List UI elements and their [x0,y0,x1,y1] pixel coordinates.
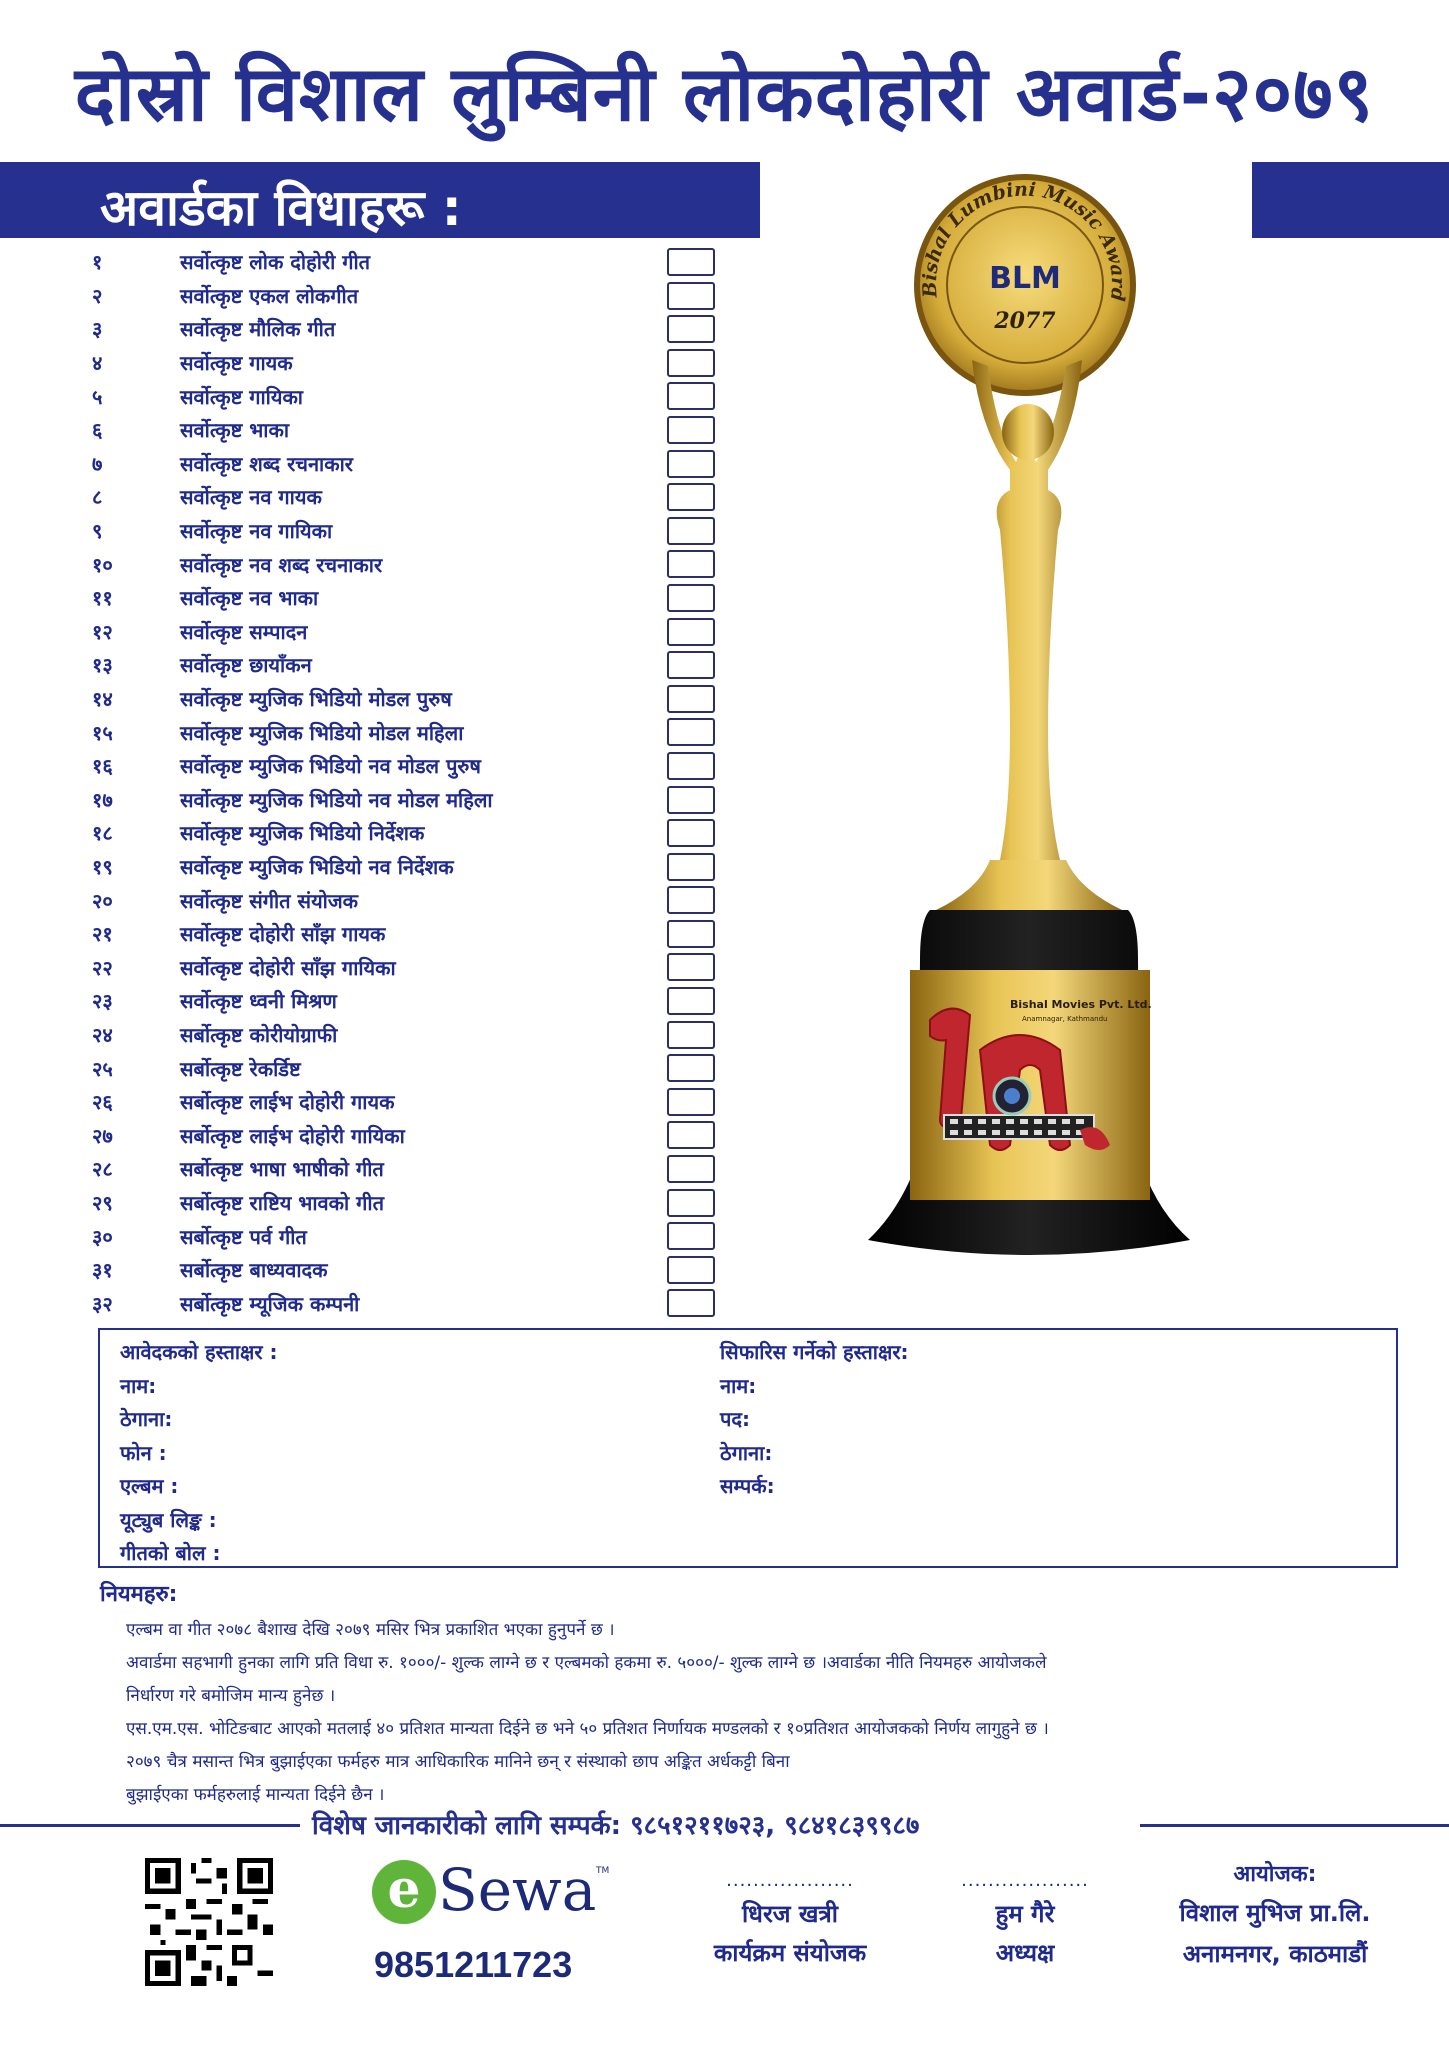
rule-line: अवार्डमा सहभागी हुनका लागि प्रति विधा रु. १०००/- शुल्क लाग्ने छ र एल्बमको हकमा रु. ५०००/- शुल्क लाग्ने छ ।अवार्डका नीति नियमहरु आयोजकले [126,1653,1047,1673]
signatory-chairman [940,1870,1110,1969]
category-row [80,245,720,279]
category-name: सर्वोत्कृष्ट मौलिक गीत [180,317,336,342]
contact-text: विशेष जानकारीको लागि सम्पर्क: ९८५१२११७२३, ९८४१८३९९८७ [312,1811,920,1841]
category-row [80,615,720,649]
category-number: २८ [92,1157,113,1182]
esewa-e-icon: e [372,1860,436,1924]
category-name: सर्वोत्कृष्ट संगीत संयोजक [180,888,359,913]
category-name: सर्बोत्कृष्ट पर्व गीत [180,1224,307,1249]
esewa-word: Sewa [438,1856,597,1924]
rules-lines [100,1614,1400,1812]
category-checkbox[interactable] [667,786,715,814]
organizer-address: अनामनगर, काठमाडौं [1182,1940,1368,1968]
applicant-fields [120,1336,278,1571]
category-name: सर्बोत्कृष्ट बाध्यवादक [180,1258,328,1283]
category-number: २७ [92,1123,113,1148]
organizer-name: विशाल मुभिज प्रा.लि. [1179,1899,1371,1927]
category-number: १५ [92,720,113,745]
category-name: सर्वोत्कृष्ट दोहोरी साँझ गायिका [180,955,396,980]
category-row [80,1018,720,1052]
category-row [80,783,720,817]
category-checkbox[interactable] [667,920,715,948]
category-name: सर्वोत्कृष्ट नव गायिका [180,519,333,544]
medal-logo: BLM [989,261,1061,296]
category-name: सर्बोत्कृष्ट कोरीयोग्राफी [180,1022,338,1047]
category-row [80,648,720,682]
category-number: २४ [92,1022,113,1047]
category-number: २९ [92,1190,113,1215]
category-checkbox[interactable] [667,1021,715,1049]
category-name: सर्वोत्कृष्ट ध्वनी मिश्रण [180,989,337,1014]
category-checkbox[interactable] [667,248,715,276]
category-number: १० [92,552,113,577]
category-name: सर्वोत्कृष्ट म्युजिक भिडियो नव निर्देशक [180,854,454,879]
category-checkbox[interactable] [667,1256,715,1284]
category-row [80,547,720,581]
category-name: सर्वोत्कृष्ट म्युजिक भिडियो नव मोडल पुरुष [180,754,481,779]
rule-line: बुझाईएका फर्महरुलाई मान्यता दिईने छैन । [126,1785,385,1805]
category-number: ११ [92,586,113,611]
category-row [80,312,720,346]
category-checkbox[interactable] [667,752,715,780]
category-checkbox[interactable] [667,1222,715,1250]
category-name: सर्वोत्कृष्ट म्युजिक भिडियो मोडल महिला [180,720,464,745]
category-checkbox[interactable] [667,1088,715,1116]
category-name: सर्वोत्कृष्ट गायक [180,351,293,376]
category-name: सर्वोत्कृष्ट शब्द रचनाकार [180,451,353,476]
category-name: सर्वोत्कृष्ट दोहोरी साँझ गायक [180,922,386,947]
divider [1140,1824,1449,1827]
rules-title: नियमहरु: [100,1582,178,1607]
category-name: सर्वोत्कृष्ट सम्पादन [180,619,308,644]
category-name: सर्बोत्कृष्ट म्यूजिक कम्पनी [180,1291,360,1316]
category-row [80,1219,720,1253]
signature-line: ................... [961,1870,1089,1891]
category-row [80,749,720,783]
rule-line: २०७९ चैत्र मसान्त भित्र बुझाईएका फर्महरु मात्र आधिकारिक मानिने छन् र संस्थाको छाप अङ्कित अर्धकट्टी बिना [126,1752,790,1772]
application-form [98,1328,1398,1568]
category-row [80,514,720,548]
category-name: सर्बोत्कृष्ट भाषा भाषीको गीत [180,1157,384,1182]
category-number: २६ [92,1090,113,1115]
divider [0,1824,300,1827]
category-name: सर्वोत्कृष्ट भाका [180,418,290,443]
category-checkbox[interactable] [667,349,715,377]
category-row [80,1253,720,1287]
category-checkbox[interactable] [667,315,715,343]
category-row [80,715,720,749]
category-number: १९ [92,854,113,879]
category-number: ३१ [92,1258,113,1283]
category-number: ३ [92,317,103,342]
category-row [80,917,720,951]
category-checkbox[interactable] [667,282,715,310]
signatory-role: कार्यक्रम संयोजक [713,1939,867,1967]
category-row [80,1085,720,1119]
form-field-label: आवेदकको हस्ताक्षर : [120,1340,278,1364]
category-name: सर्बोत्कृष्ट लाईभ दोहोरी गायिका [180,1123,405,1148]
poster-title: दोस्रो विशाल लुम्बिनी लोकदोहोरी अवार्ड-२०७९ [74,49,1375,138]
form-field-label: सिफारिस गर्नेको हस्ताक्षर: [720,1340,909,1364]
category-row [80,1118,720,1152]
category-number: ४ [92,351,103,376]
category-row [80,682,720,716]
decorative-band-right [1252,162,1449,238]
form-field-label: एल्बम : [120,1474,179,1498]
trophy-illustration [860,170,1200,1270]
category-checkbox[interactable] [667,685,715,713]
category-row [80,447,720,481]
category-number: १ [92,250,103,275]
plate-company: Bishal Movies Pvt. Ltd. [1010,998,1152,1011]
category-name: सर्वोत्कृष्ट म्युजिक भिडियो नव मोडल महिला [180,787,493,812]
category-number: ८ [92,485,103,510]
category-number: २२ [92,955,113,980]
form-field-label: नाम: [720,1373,757,1398]
category-name: सर्बोत्कृष्ट लाईभ दोहोरी गायक [180,1090,395,1115]
category-checkbox[interactable] [667,953,715,981]
rule-line: एल्बम वा गीत २०७८ बैशाख देखि २०७९ मसिर भित्र प्रकाशित भएका हुनुपर्ने छ । [126,1620,615,1640]
category-row [80,346,720,380]
category-name: सर्बोत्कृष्ट रेकर्डिष्ट [180,1056,301,1081]
category-row [80,1152,720,1186]
category-name: सर्वोत्कृष्ट एकल लोकगीत [180,283,359,308]
category-number: ६ [92,418,103,443]
category-row [80,413,720,447]
category-list [80,245,720,1320]
category-number: १२ [92,619,113,644]
form-field-label: नाम: [120,1373,157,1398]
signatory-name: धिरज खत्री [741,1900,839,1928]
category-number: १८ [92,821,113,846]
esewa-payment [370,1856,610,2000]
rule-line: निर्धारण गरे बमोजिम मान्य हुनेछ । [126,1686,336,1706]
category-number: २० [92,888,113,913]
esewa-logo [370,1856,610,1940]
category-checkbox[interactable] [667,483,715,511]
category-number: ३० [92,1224,113,1249]
medal-arc-text: Bishal Lumbini Music Award [918,178,1130,303]
form-field-label: गीतको बोल : [120,1541,221,1565]
category-row [80,816,720,850]
plate-location: Anamnagar, Kathmandu [1022,1015,1108,1023]
rule-line: एस.एम.एस. भोटिङबाट आएको मतलाई ४० प्रतिशत मान्यता दिईने छ भने ५० प्रतिशत निर्णायक मण्डलको र १०प्रतिशत आयोजकको निर्णय लागुहुने छ । [126,1719,1049,1739]
form-field-label: यूट्युब लिङ्क : [120,1507,217,1532]
category-number: २३ [92,989,113,1014]
category-number: ५ [92,384,103,409]
category-name: सर्वोत्कृष्ट गायिका [180,384,303,409]
category-number: १४ [92,687,113,712]
category-checkbox[interactable] [667,718,715,746]
rules-section [100,1578,1400,1812]
organizer-label: आयोजक: [1233,1862,1317,1887]
category-number: २५ [92,1056,113,1081]
category-number: १७ [92,787,113,812]
recommender-fields [720,1336,909,1504]
category-number: २१ [92,922,113,947]
category-number: ३२ [92,1291,113,1316]
form-field-label: ठेगाना: [720,1440,773,1465]
category-checkbox[interactable] [667,651,715,679]
category-row [80,279,720,313]
form-field-label: सम्पर्क: [720,1474,775,1498]
category-checkbox[interactable] [667,584,715,612]
contact-bar [0,1806,1449,1846]
section-title: अवार्डका विधाहरू : [100,179,462,237]
category-name: सर्वोत्कृष्ट म्युजिक भिडियो निर्देशक [180,821,425,846]
category-row [80,950,720,984]
medal-year: 2077 [994,308,1056,334]
category-row [80,379,720,413]
category-row [80,984,720,1018]
category-name: सर्वोत्कृष्ट नव गायक [180,485,322,510]
signature-line: ................... [726,1870,854,1891]
category-number: ९ [92,519,103,544]
category-row [80,480,720,514]
category-checkbox[interactable] [667,1189,715,1217]
section-title-band [0,162,760,238]
form-field-label: पद: [720,1407,750,1431]
organizer-block [1140,1858,1410,1970]
category-checkbox[interactable] [667,1289,715,1317]
form-field-label: ठेगाना: [120,1407,173,1431]
category-row [80,1186,720,1220]
category-checkbox[interactable] [667,550,715,578]
signatory-name: हुम गैरे [995,1900,1055,1928]
category-name: सर्वोत्कृष्ट छायाँकन [180,653,312,678]
category-row [80,883,720,917]
category-checkbox[interactable] [667,618,715,646]
category-row [80,1051,720,1085]
category-name: सर्वोत्कृष्ट म्युजिक भिडियो मोडल पुरुष [180,687,452,712]
category-checkbox[interactable] [667,1155,715,1183]
category-name: सर्बोत्कृष्ट राष्टिय भावको गीत [180,1190,385,1215]
qr-code [145,1858,273,1986]
signatory-role: अध्यक्ष [995,1939,1055,1967]
category-name: सर्वोत्कृष्ट लोक दोहोरी गीत [180,250,371,275]
category-number: २ [92,283,103,308]
category-checkbox[interactable] [667,987,715,1015]
category-number: १३ [92,653,113,678]
esewa-number: 9851211723 [374,1944,573,1985]
category-checkbox[interactable] [667,853,715,881]
category-name: सर्वोत्कृष्ट नव भाका [180,586,319,611]
category-checkbox[interactable] [667,886,715,914]
category-row [80,1286,720,1320]
category-checkbox[interactable] [667,416,715,444]
category-checkbox[interactable] [667,382,715,410]
category-checkbox[interactable] [667,819,715,847]
category-number: १६ [92,754,113,779]
category-name: सर्वोत्कृष्ट नव शब्द रचनाकार [180,552,383,577]
category-checkbox[interactable] [667,450,715,478]
category-checkbox[interactable] [667,1121,715,1149]
trademark: TM [596,1866,610,1876]
signatory-coordinator [690,1870,890,1969]
category-checkbox[interactable] [667,1054,715,1082]
category-row [80,581,720,615]
category-number: ७ [92,451,103,476]
category-row [80,850,720,884]
category-checkbox[interactable] [667,517,715,545]
form-field-label: फोन : [120,1440,167,1465]
